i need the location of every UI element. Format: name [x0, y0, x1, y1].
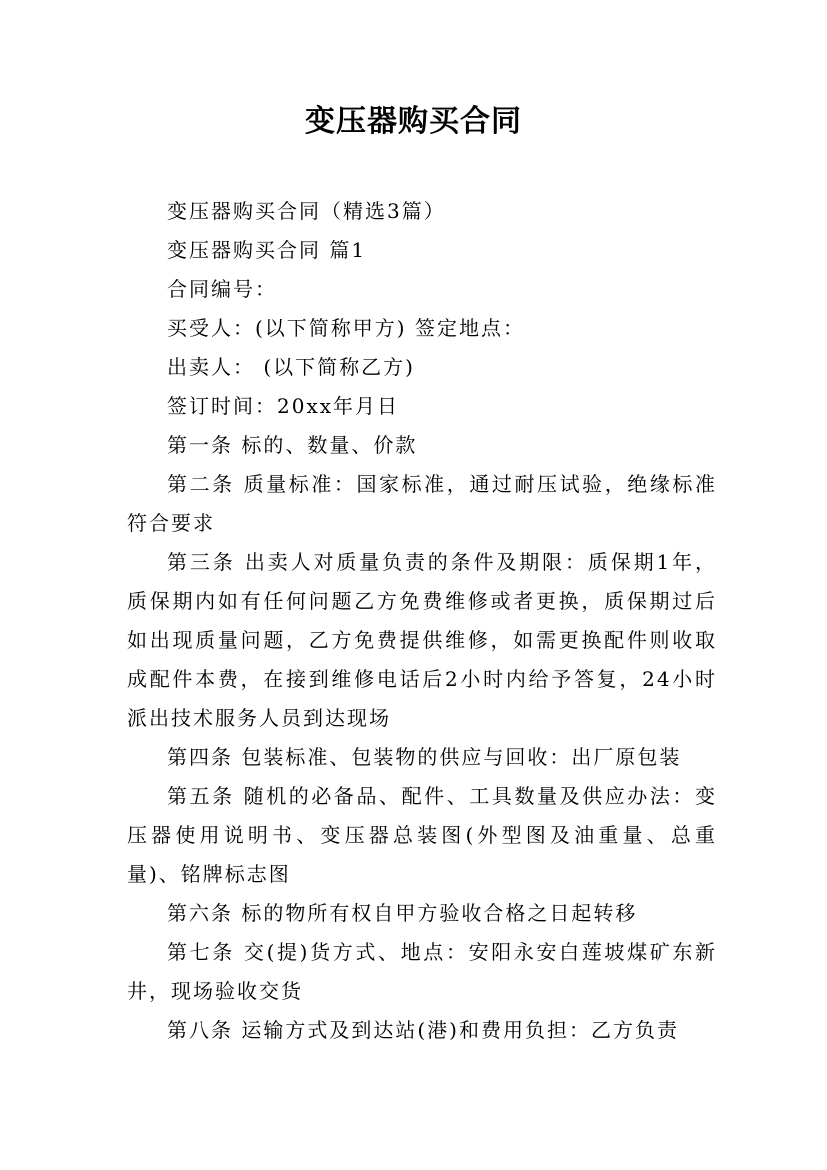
- paragraph-sign-date: 签订时间：20xx年月日: [167, 394, 400, 418]
- paragraph-article-1: 第一条 标的、数量、价款: [167, 433, 418, 457]
- paragraph-article-2: 第二条 质量标准：国家标准，通过耐压试验，绝缘标准符合要求: [127, 472, 717, 535]
- paragraph-contract-number: 合同编号：: [167, 277, 277, 301]
- paragraph-article-3: 第三条 出卖人对质量负责的条件及期限：质保期1年，质保期内如有任何问题乙方免费维修或者更换，质保期过后如出现质量问题，乙方免费提供维修，如需更换配件则收取成配件本费，在接到维修电话后2小时内给予答复，24小时派出技术服务人员到达现场: [127, 550, 717, 730]
- paragraph-seller: 出卖人： (以下简称乙方): [167, 355, 415, 379]
- paragraph-article-4: 第四条 包装标准、包装物的供应与回收：出厂原包装: [167, 745, 682, 769]
- paragraph-article-7: 第七条 交(提)货方式、地点：安阳永安白莲坡煤矿东新井，现场验收交货: [127, 940, 717, 1003]
- document-title: 变压器购买合同: [305, 104, 522, 139]
- paragraph-article-8: 第八条 运输方式及到达站(港)和费用负担：乙方负责: [167, 1018, 679, 1042]
- paragraph-buyer: 买受人：(以下简称甲方) 签定地点：: [167, 316, 525, 340]
- paragraph-article-6: 第六条 标的物所有权自甲方验收合格之日起转移: [167, 901, 638, 925]
- paragraph-section-heading: 变压器购买合同 篇1: [167, 238, 367, 262]
- document-body: [127, 192, 717, 1050]
- paragraph-article-5: 第五条 随机的必备品、配件、工具数量及供应办法：变压器使用说明书、变压器总装图(外型图及油重量、总重量)、铭牌标志图: [127, 784, 717, 886]
- paragraph-subtitle: 变压器购买合同（精选3篇）: [167, 199, 446, 223]
